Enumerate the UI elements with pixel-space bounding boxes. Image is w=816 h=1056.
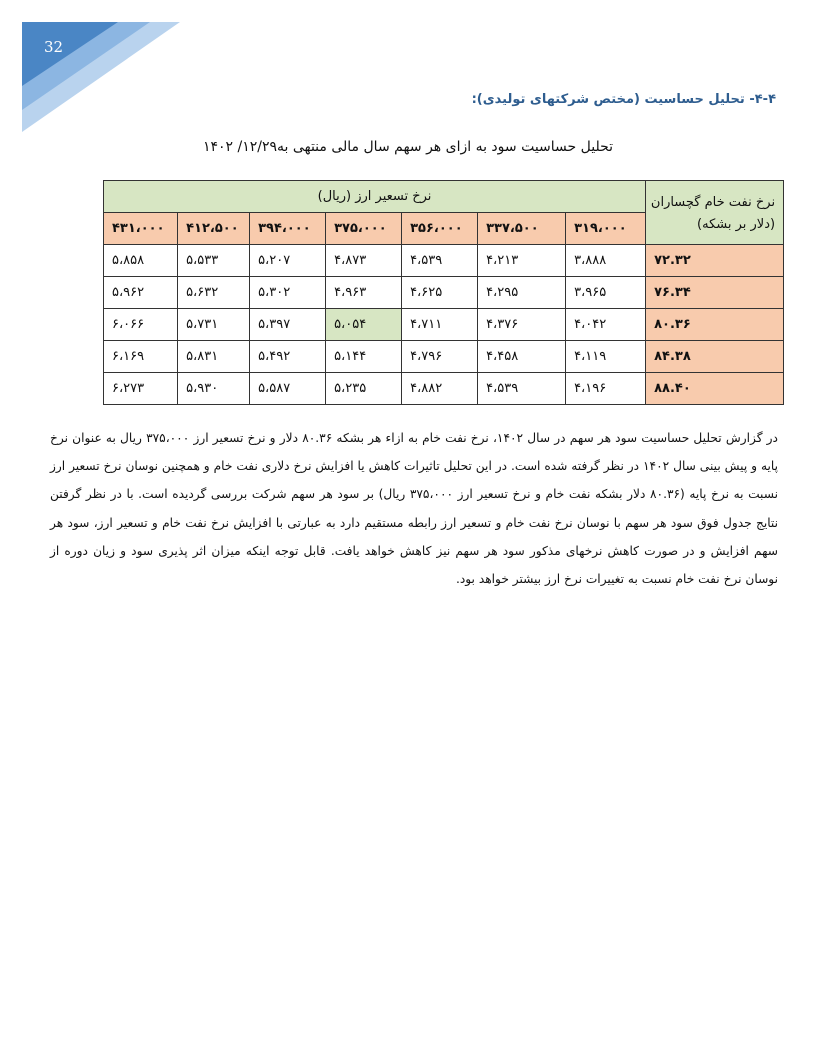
eps-cell: ۴،۰۴۲: [566, 309, 646, 341]
fx-rate-cell: ۴۳۱،۰۰۰: [104, 213, 178, 245]
eps-cell: ۴،۵۳۹: [478, 373, 566, 405]
eps-cell: ۵،۲۳۵: [326, 373, 402, 405]
eps-cell: ۴،۶۲۵: [402, 277, 478, 309]
table-header-row: [104, 181, 784, 213]
sensitivity-table: [103, 180, 784, 405]
eps-cell: ۴،۴۵۸: [478, 341, 566, 373]
table-row: [104, 341, 784, 373]
eps-cell: ۴،۱۹۶: [566, 373, 646, 405]
eps-cell: ۴،۱۱۹: [566, 341, 646, 373]
analysis-paragraph: در گزارش تحلیل حساسیت سود هر سهم در سال ۱۴۰۲، نرخ نفت خام به ازاء هر بشکه ۸۰.۳۶ دلار و نرخ تسعیر ارز ۳۷۵،۰۰۰ ریال به عنوان نرخ پایه و پیش بینی سال ۱۴۰۲ در نظر گرفته شده است. در این تحلیل تاثیرات کاهش یا افزایش نرخ دلاری نفت خام و همچنین نوسان نرخ تسعیر ارز نسبت به نرخ پایه (۸۰.۳۶ دلار بشکه نفت خام و نرخ تسعیر ارز ۳۷۵،۰۰۰ ریال) بر سود هر سهم شرکت بررسی گردیده است. با در نظر گرفتن نتایج جدول فوق سود هر سهم با نوسان نرخ نفت خام و تسعیر ارز رابطه مستقیم دارد به عبارتی با افزایش نرخ نفت خام و تسعیر ارز، سود هر سهم افزایش و در صورت کاهش نرخهای مذکور سود هر سهم نیز کاهش خواهد یافت. قابل توجه اینکه میزان اثر پذیری سود و زیان دوره از نوسان نرخ نفت خام نسبت به تغییرات نرخ ارز بیشتر خواهد بود.: [50, 431, 778, 587]
fx-rate-header: نرخ تسعیر ارز (ریال): [104, 181, 646, 213]
page-number: 32: [44, 38, 64, 56]
fx-rate-cell: ۳۷۵،۰۰۰: [326, 213, 402, 245]
eps-cell: ۵،۷۳۱: [178, 309, 250, 341]
eps-cell: ۵،۵۸۷: [250, 373, 326, 405]
oil-rate-header: [646, 181, 784, 245]
table-row: [104, 245, 784, 277]
fx-rate-cell: ۳۳۷،۵۰۰: [478, 213, 566, 245]
eps-cell: ۵،۱۴۴: [326, 341, 402, 373]
eps-cell: ۵،۳۹۷: [250, 309, 326, 341]
eps-cell: ۴،۳۷۶: [478, 309, 566, 341]
oil-rate-value: ۷۲.۳۲: [646, 245, 784, 277]
eps-cell: ۶،۰۶۶: [104, 309, 178, 341]
oil-rate-value: ۸۸.۴۰: [646, 373, 784, 405]
eps-cell: ۴،۵۳۹: [402, 245, 478, 277]
eps-cell: ۵،۴۹۲: [250, 341, 326, 373]
eps-cell: ۶،۲۷۳: [104, 373, 178, 405]
oil-rate-unit: (دلار بر بشکه): [697, 216, 776, 232]
fx-rate-cell: ۴۱۲،۵۰۰: [178, 213, 250, 245]
fx-rate-cell: ۳۵۶،۰۰۰: [402, 213, 478, 245]
eps-cell: ۵،۸۳۱: [178, 341, 250, 373]
eps-cell: ۵،۹۶۲: [104, 277, 178, 309]
section-heading: ۴-۴- تحلیل حساسیت (مختص شرکتهای تولیدی):: [471, 92, 776, 107]
table-row: [104, 277, 784, 309]
eps-cell: ۵،۸۵۸: [104, 245, 178, 277]
eps-cell: ۵،۲۰۷: [250, 245, 326, 277]
oil-rate-value: ۸۰.۳۶: [646, 309, 784, 341]
eps-cell: ۴،۲۱۳: [478, 245, 566, 277]
fx-rate-cell: ۳۹۴،۰۰۰: [250, 213, 326, 245]
eps-cell: ۴،۸۷۳: [326, 245, 402, 277]
oil-rate-value: ۸۴.۳۸: [646, 341, 784, 373]
corner-decoration: [0, 0, 200, 140]
eps-cell: ۵،۳۰۲: [250, 277, 326, 309]
eps-cell: ۵،۹۳۰: [178, 373, 250, 405]
table-row: [104, 373, 784, 405]
eps-cell: ۴،۹۶۳: [326, 277, 402, 309]
eps-cell: ۴،۷۱۱: [402, 309, 478, 341]
base-case-eps-cell: ۵،۰۵۴: [326, 309, 402, 341]
eps-cell: ۳،۸۸۸: [566, 245, 646, 277]
table-row: [104, 309, 784, 341]
table-caption: تحلیل حساسیت سود به ازای هر سهم سال مالی منتهی به۱۲/۲۹/ ۱۴۰۲: [202, 139, 614, 155]
eps-cell: ۴،۸۸۲: [402, 373, 478, 405]
eps-cell: ۳،۹۶۵: [566, 277, 646, 309]
eps-cell: ۶،۱۶۹: [104, 341, 178, 373]
oil-rate-value: ۷۶.۳۴: [646, 277, 784, 309]
oil-rate-title: نرخ نفت خام گچساران: [650, 194, 776, 210]
eps-cell: ۴،۷۹۶: [402, 341, 478, 373]
eps-cell: ۵،۵۳۳: [178, 245, 250, 277]
fx-rate-cell: ۳۱۹،۰۰۰: [566, 213, 646, 245]
eps-cell: ۵،۶۳۲: [178, 277, 250, 309]
eps-cell: ۴،۲۹۵: [478, 277, 566, 309]
